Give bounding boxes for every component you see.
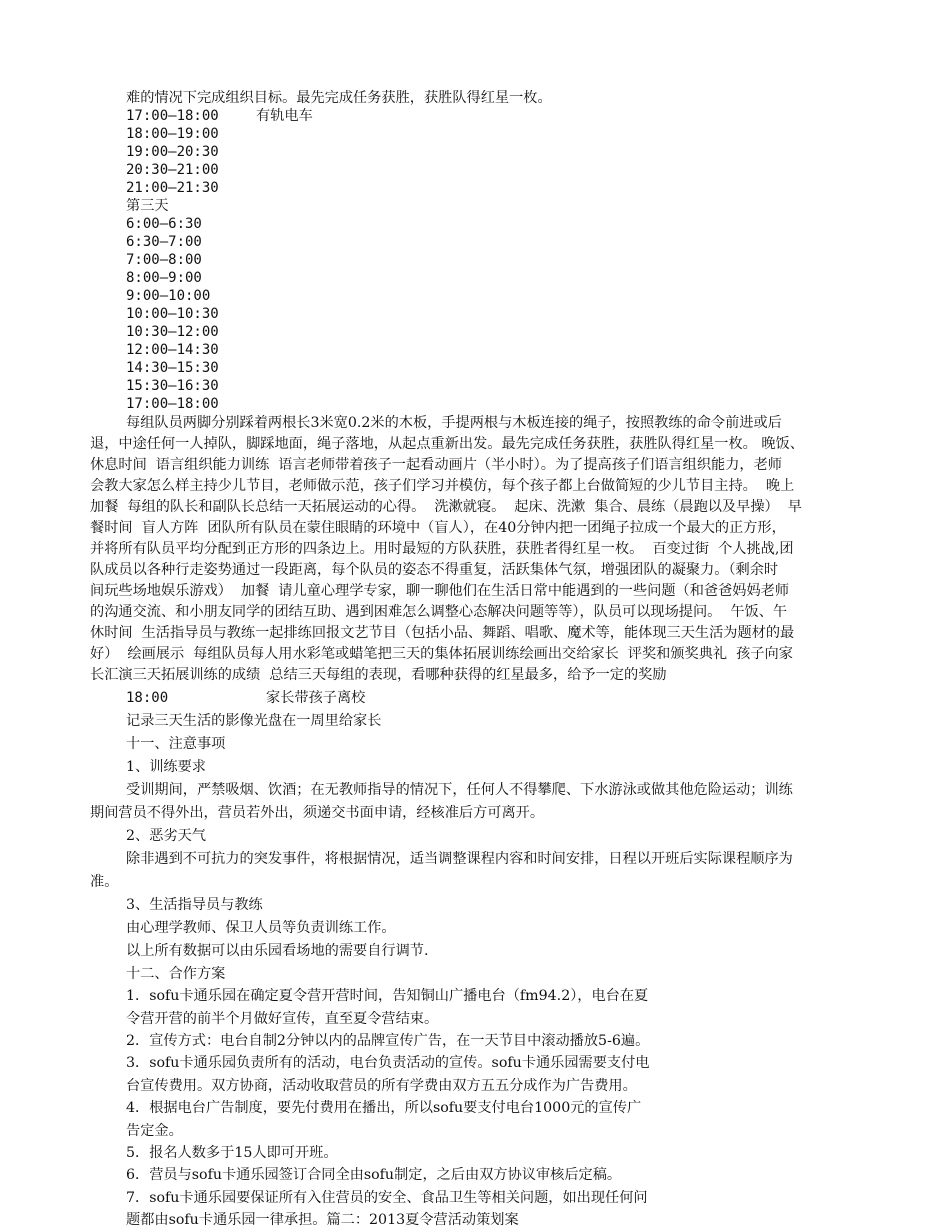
paragraph-line: 好） 绘画展示 每组队员每人用水彩笔或蜡笔把三天的集体拓展训练绘画出交给家长 评奖和颁奖典礼 孩子向家 <box>90 646 793 662</box>
schedule-time: 10:00—10:30 <box>126 306 219 322</box>
paragraph-line: 休息时间 语言组织能力训练 语言老师带着孩子一起看动画片（半小时）。为了提高孩子们语言组织能力，老师 <box>90 457 782 473</box>
paragraph-line: 间玩些场地娱乐游戏） 加餐 请儿童心理学专家，聊一聊他们在生活日常中能遇到的一些问题（和爸爸妈妈老师 <box>90 583 790 599</box>
paragraph-line: 休时间 生活指导员与教练一起排练回报文艺节目（包括小品、舞蹈、唱歌、魔术等，能体现三天生活为题材的最 <box>90 625 795 641</box>
paragraph-line: 会教大家怎么样主持少儿节目，老师做示范，孩子们学习并模仿，每个孩子都上台做简短的少儿节目主持。 晚上 <box>90 478 795 494</box>
schedule-activity: 有轨电车 <box>256 108 313 124</box>
schedule-time: 6:00—6:30 <box>126 216 202 232</box>
cooperation-line: 3．sofu卡通乐园负责所有的活动，电台负责活动的宣传。sofu卡通乐园需要支付电 <box>126 1055 650 1071</box>
schedule-time: 7:00—8:00 <box>126 252 202 268</box>
schedule-time: 15:30—16:30 <box>126 378 219 394</box>
cooperation-line: 1．sofu卡通乐园在确定夏令营开营时间，告知铜山广播电台（fm94.2），电台在夏 <box>126 988 649 1004</box>
schedule-time: 9:00—10:00 <box>126 288 211 304</box>
item-text-line: 受训期间，严禁吸烟、饮酒；在无教师指导的情况下，任何人不得攀爬、下水游泳或做其他危险运动；训练 <box>126 782 793 798</box>
schedule-time: 21:00—21:30 <box>126 180 219 196</box>
section-title: 十二、合作方案 <box>126 966 226 982</box>
schedule-time: 19:00—20:30 <box>126 144 219 160</box>
intro-line: 难的情况下完成组织目标。最先完成任务获胜，获胜队得红星一枚。 <box>126 90 552 106</box>
cooperation-line: 7．sofu卡通乐园要保证所有入住营员的安全、食品卫生等相关问题，如出现任何问 <box>126 1190 648 1206</box>
departure-time: 18:00 <box>126 690 169 706</box>
cooperation-line: 台宣传费用。双方协商，活动收取营员的所有学费由双方五五分成作为广告费用。 <box>126 1078 637 1094</box>
schedule-time: 14:30—15:30 <box>126 360 219 376</box>
item-text-line: 准。 <box>90 874 119 890</box>
item-title: 2、恶劣天气 <box>126 828 206 844</box>
paragraph-line: 并将所有队员平均分配到正方形的四条边上。用时最短的方队获胜，获胜者得红星一枚。 百变过街 个人挑战,团 <box>90 541 794 557</box>
schedule-time: 6:30—7:00 <box>126 234 202 250</box>
schedule-time: 18:00—19:00 <box>126 126 219 142</box>
departure-activity: 家长带孩子离校 <box>266 690 366 706</box>
cooperation-line: 4．根据电台广告制度，要先付费用在播出，所以sofu要支付电台1000元的宣传广 <box>126 1100 642 1116</box>
item-text-line: 由心理学教师、保卫人员等负责训练工作。 <box>126 920 396 936</box>
item-text-line: 除非遇到不可抗力的突发事件，将根据情况，适当调整课程内容和时间安排，日程以开班后实际课程顺序为 <box>126 851 793 867</box>
cooperation-line: 令营开营的前半个月做好宣传，直至夏令营结束。 <box>126 1011 439 1027</box>
cooperation-line: 5．报名人数多于15人即可开班。 <box>126 1145 338 1161</box>
schedule-time: 12:00—14:30 <box>126 342 219 358</box>
paragraph-line: 每组队员两脚分别踩着两根长3米宽0.2米的木板，手提两根与木板连接的绳子，按照教练的命令前进或后 <box>126 415 782 431</box>
schedule-time: 8:00—9:00 <box>126 270 202 286</box>
cooperation-line: 2．宣传方式：电台自制2分钟以内的品牌宣传广告，在一天节目中滚动播放5-6遍。 <box>126 1033 650 1049</box>
cooperation-line: 告定金。 <box>126 1123 183 1139</box>
schedule-time: 10:30—12:00 <box>126 324 219 340</box>
paragraph-line: 退，中途任何一人掉队，脚踩地面，绳子落地，从起点重新出发。最先完成任务获胜，获胜队得红星一枚。 晚饭、 <box>90 436 804 452</box>
item-text-line: 期间营员不得外出，营员若外出，须递交书面申请，经核准后方可离开。 <box>90 805 545 821</box>
section-title: 十一、注意事项 <box>126 736 226 752</box>
item-title: 3、生活指导员与教练 <box>126 897 263 913</box>
schedule-time: 17:00—18:00 <box>126 108 219 124</box>
paragraph-line: 加餐 每组的队长和副队长总结一天拓展运动的心得。 洗漱就寝。 起床、洗漱 集合、晨练（晨跑以及早操） 早 <box>90 499 802 515</box>
day3-title: 第三天 <box>126 198 169 214</box>
paragraph-line: 长汇演三天拓展训练的成绩 总结三天每组的表现，看哪种获得的红星最多，给予一定的奖励 <box>90 667 667 683</box>
data-note: 以上所有数据可以由乐园看场地的需要自行调节. <box>126 943 429 959</box>
schedule-time: 20:30—21:00 <box>126 162 219 178</box>
paragraph-line: 队成员以各种行走姿势通过一段距离，每个队员的姿态不得重复，活跃集体气氛，增强团队的凝聚力。（剩余时 <box>90 562 779 578</box>
video-note: 记录三天生活的影像光盘在一周里给家长 <box>126 713 382 729</box>
item-title: 1、训练要求 <box>126 759 206 775</box>
cooperation-line: 题都由sofu卡通乐园一律承担。篇二：2013夏令营活动策划案 <box>126 1212 519 1228</box>
schedule-time: 17:00—18:00 <box>126 396 219 412</box>
cooperation-line: 6．营员与sofu卡通乐园签订合同全由sofu制定，之后由双方协议审核后定稿。 <box>126 1167 622 1183</box>
paragraph-line: 的沟通交流、和小朋友同学的团结互助、遇到困难怎么调整心态解决问题等等），队员可以现场提问。 午饭、午 <box>90 604 788 620</box>
paragraph-line: 餐时间 盲人方阵 团队所有队员在蒙住眼睛的环境中（盲人），在40分钟内把一团绳子拉成一个最大的正方形， <box>90 520 786 536</box>
